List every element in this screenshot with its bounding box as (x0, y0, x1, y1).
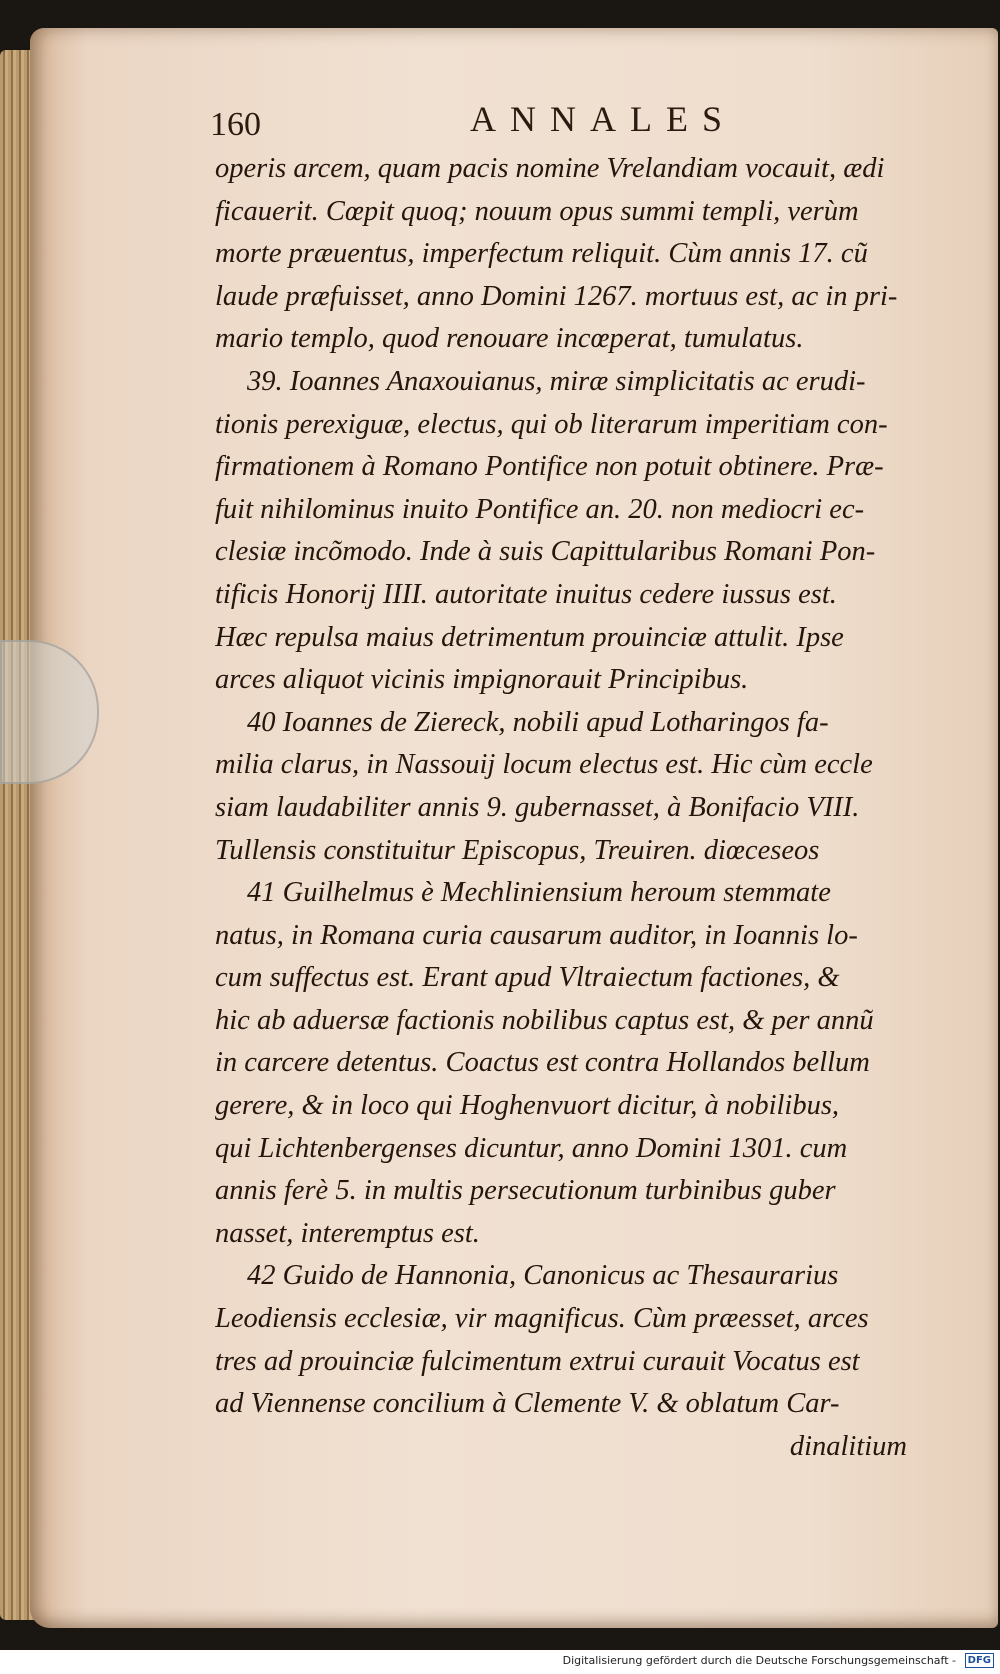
entry-41-line: 41 Guilhelmus è Mechliniensium heroum stemmate (247, 877, 831, 909)
text-line: laude præfuisset, anno Domini 1267. mortuus est, ac in pri- (215, 280, 898, 312)
entry-42-line: 42 Guido de Hannonia, Canonicus ac Thesaurarius (247, 1260, 839, 1292)
text-line: annis ferè 5. in multis persecutionum turbinibus guber (215, 1175, 836, 1207)
text-line: Leodiensis ecclesiæ, vir magnificus. Cùm præesset, arces (215, 1303, 869, 1335)
entry-40-line: 40 Ioannes de Ziereck, nobili apud Lotharingos fa- (247, 706, 829, 738)
entry-39-line: 39. Ioannes Anaxouianus, miræ simplicitatis ac erudi- (247, 365, 866, 397)
page-number: 160 (210, 106, 261, 143)
text-line: operis arcem, quam pacis nomine Vrelandiam vocauit, ædi (215, 153, 885, 184)
text-line: tificis Honorij IIII. autoritate inuitus cedere iussus est. (215, 578, 837, 610)
text-line: ad Viennense concilium à Clemente V. & oblatum Car- (215, 1388, 840, 1420)
text-line: Hæc repulsa maius detrimentum prouinciæ attulit. Ipse (215, 621, 844, 653)
text-line: Tullensis constituitur Episcopus, Treuiren. diœceseos (215, 834, 820, 866)
dfg-logo: DFG (965, 1653, 994, 1668)
footer-credit: Digitalisierung gefördert durch die Deutsche Forschungsgemeinschaft - (562, 1654, 956, 1667)
text-line: nasset, interemptus est. (215, 1217, 480, 1249)
text-line: natus, in Romana curia causarum auditor, in Ioannis lo- (215, 919, 858, 951)
catchword: dinalitium (789, 1430, 907, 1462)
text-line: gerere, & in loco qui Hoghenvuort dicitur, à nobilibus, (215, 1090, 840, 1122)
digitization-footer (0, 1650, 1000, 1674)
text-line: tionis perexiguæ, electus, qui ob literarum imperitiam con- (215, 408, 888, 440)
body-text (215, 148, 915, 1468)
text-line: arces aliquot vicinis impignorauit Principibus. (215, 664, 749, 696)
text-line: qui Lichtenbergenses dicuntur, anno Domini 1301. cum (215, 1132, 848, 1164)
text-line: morte præuentus, imperfectum reliquit. Cùm annis 17. cũ (215, 238, 868, 270)
running-head (210, 98, 930, 148)
text-line: in carcere detentus. Coactus est contra Hollandos bellum (215, 1047, 870, 1079)
text-line: tres ad prouinciæ fulcimentum extrui curauit Vocatus est (215, 1345, 860, 1377)
running-title: ANNALES (470, 99, 736, 139)
text-line: clesiæ incõmodo. Inde à suis Capittularibus Romani Pon- (215, 536, 876, 568)
text-line: mario templo, quod renouare incœperat, tumulatus. (215, 323, 804, 355)
text-line: siam laudabiliter annis 9. gubernasset, à Bonifacio VIII. (215, 791, 860, 823)
text-line: milia clarus, in Nassouij locum electus est. Hic cùm eccle (215, 749, 873, 781)
text-line: cum suffectus est. Erant apud Vltraiectum factiones, & (215, 962, 840, 994)
text-line: hic ab aduersæ factionis nobilibus captus est, & per annũ (215, 1004, 874, 1036)
text-line: ficauerit. Cœpit quoq; nouum opus summi templi, verùm (215, 195, 859, 227)
text-line: fuit nihilominus inuito Pontifice an. 20. non mediocri ec- (215, 493, 865, 525)
text-line: firmationem à Romano Pontifice non potuit obtinere. Præ- (215, 451, 884, 483)
